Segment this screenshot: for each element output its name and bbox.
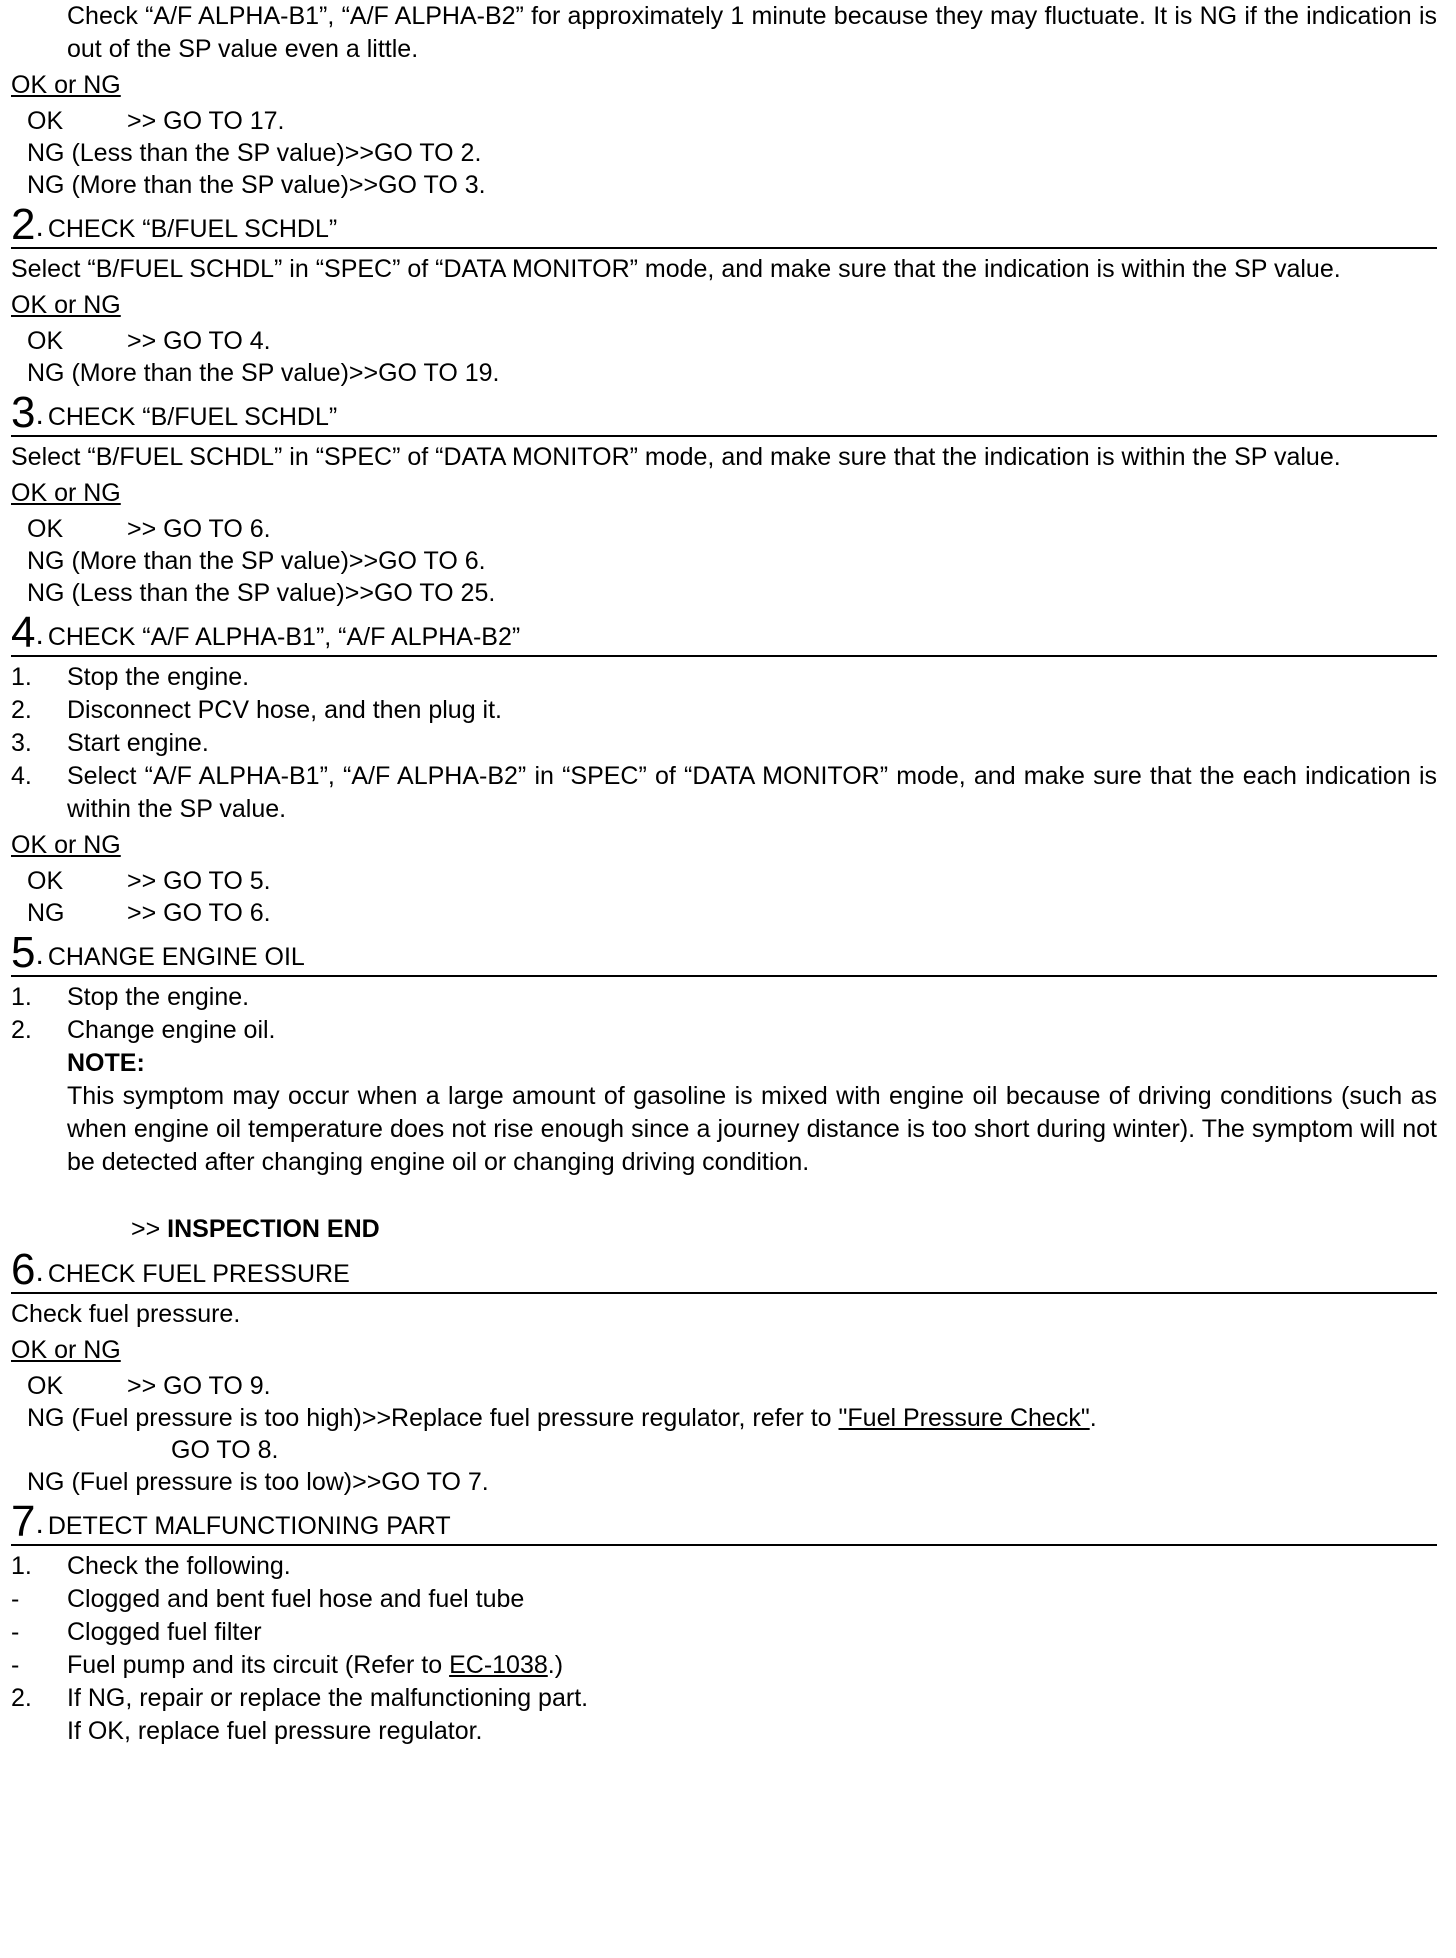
result-row [11,357,1437,389]
step-heading [11,608,1437,657]
list-marker: 1. [11,663,32,691]
result-text: NG (More than the SP value)>>GO TO 6. [27,547,486,575]
list-item [11,1682,1437,1715]
intro-instruction: Check “A/F ALPHA-B1”, “A/F ALPHA-B2” for approximately 1 minute because they may fluctuate. It is NG if the indication is out of the SP value even a little. [67,2,1437,63]
result-text: >> GO TO 4. [127,327,271,355]
inspection-end-prefix: >> [131,1215,168,1243]
list-text-main: Clogged and bent fuel hose and fuel tube [67,1585,525,1613]
list-text-main: Start engine. [67,729,209,757]
step-number: 7 [11,1497,36,1546]
ok-or-ng-heading: OK or NG [11,831,121,859]
step-dot: . [35,618,44,651]
list-item [11,694,1437,727]
result-key: NG [27,899,65,927]
step-number: 4 [11,608,36,657]
result-key: OK [27,515,64,543]
ok-or-ng-heading: OK or NG [11,479,121,507]
result-text: >> GO TO 6. [127,899,271,927]
step-instruction: Select “B/FUEL SCHDL” in “SPEC” of “DATA MONITOR” mode, and make sure that the indication is within the SP value. [11,443,1341,471]
inspection-end-label: INSPECTION END [167,1215,380,1243]
list-item [11,661,1437,694]
step-number: 3 [11,388,36,437]
step-dot: . [35,938,44,971]
list-item [11,727,1437,760]
result-row [11,577,1437,609]
step-2 [11,200,1437,389]
list-text [67,1550,1437,1583]
note-heading: NOTE: [67,1049,145,1077]
list-text-main: Change engine oil. [67,1016,276,1044]
result-row [11,137,1437,169]
list-text-main: Check the following. [67,1552,291,1580]
result-row [11,545,1437,577]
step-dot: . [35,398,44,431]
step-3 [11,388,1437,609]
step-instruction: Check fuel pressure. [11,1300,241,1328]
step-title: CHECK “A/F ALPHA-B1”, “A/F ALPHA-B2” [47,623,521,651]
step-heading [11,928,1437,977]
result-row [11,897,1437,929]
result-row [11,1466,1437,1498]
result-row [11,105,1437,137]
list-text [67,727,1437,760]
list-marker: 4. [11,762,32,790]
ok-or-ng-heading: OK or NG [11,71,121,99]
list-text-main: Disconnect PCV hose, and then plug it. [67,696,502,724]
result-key: OK [27,1372,64,1400]
list-marker [11,1715,67,1748]
step-dot: . [35,1255,44,1288]
list-marker: - [11,1651,20,1679]
list-marker: 2. [11,696,32,724]
step-title: DETECT MALFUNCTIONING PART [47,1512,451,1540]
result-row [11,325,1437,357]
step-heading [11,1245,1437,1294]
steps-container [11,200,1437,1748]
list-text [67,1616,1437,1649]
step-number: 2 [11,200,36,249]
list-item [11,1649,1437,1682]
step-5 [11,928,1437,1246]
reference-link[interactable]: EC-1038 [449,1651,548,1679]
step-7 [11,1497,1437,1748]
result-text: NG (Fuel pressure is too high)>>Replace fuel pressure regulator, refer to [27,1404,839,1432]
list-text-main: Clogged fuel filter [67,1618,262,1646]
list-marker: 2. [11,1016,32,1044]
list-text [67,981,1437,1014]
step-number: 6 [11,1245,36,1294]
result-text: >> GO TO 5. [127,867,271,895]
list-marker: 3. [11,729,32,757]
list-item [11,1014,1437,1047]
result-text: NG (Less than the SP value)>>GO TO 2. [27,139,482,167]
step-instruction: Select “B/FUEL SCHDL” in “SPEC” of “DATA MONITOR” mode, and make sure that the indication is within the SP value. [11,255,1341,283]
step-title: CHECK “B/FUEL SCHDL” [47,403,338,431]
step-heading [11,388,1437,437]
result-row [11,513,1437,545]
result-text: NG (More than the SP value)>>GO TO 19. [27,359,500,387]
list-marker: - [11,1585,20,1613]
list-item [11,981,1437,1014]
result-key: OK [27,107,64,135]
list-text-main: Stop the engine. [67,983,250,1011]
step-title: CHECK “B/FUEL SCHDL” [47,215,338,243]
result-text: >> GO TO 17. [127,107,285,135]
list-item [11,760,1437,826]
list-item [11,1616,1437,1649]
step-heading [11,1497,1437,1546]
step-dot: . [35,210,44,243]
step-dot: . [35,1507,44,1540]
inspection-end [11,1213,1437,1246]
note-body: This symptom may occur when a large amount of gasoline is mixed with engine oil because of driving conditions (such as when engine oil temperature does not rise enough since a journey distance is too short during winter). The symptom will not be detected after changing engine oil or changing driving condition. [67,1082,1437,1176]
result-text: >> GO TO 6. [127,515,271,543]
reference-link[interactable]: "Fuel Pressure Check" [838,1404,1090,1432]
list-text-after: .) [547,1651,564,1679]
step-number: 5 [11,928,36,977]
list-text [67,694,1437,727]
result-row [11,169,1437,201]
result-text-after: . [1089,1404,1097,1432]
list-marker: 1. [11,1552,32,1580]
list-text-main: Select “A/F ALPHA-B1”, “A/F ALPHA-B2” in “SPEC” of “DATA MONITOR” mode, and make sure that the each indication is within the SP value. [67,762,1437,823]
list-text [67,1014,1437,1047]
result-row [11,1402,1437,1434]
list-text [67,1649,1437,1682]
list-marker: - [11,1618,20,1646]
list-item [11,1715,1437,1748]
list-text [67,760,1437,826]
list-text-main: Fuel pump and its circuit (Refer to [67,1651,450,1679]
result-text: NG (More than the SP value)>>GO TO 3. [27,171,486,199]
step-4 [11,608,1437,929]
step-title: CHANGE ENGINE OIL [47,943,305,971]
result-text: NG (Less than the SP value)>>GO TO 25. [27,579,496,607]
result-row [11,1370,1437,1402]
list-marker: 2. [11,1684,32,1712]
ok-or-ng-heading: OK or NG [11,1336,121,1364]
list-item [11,1550,1437,1583]
step-6 [11,1245,1437,1498]
list-text-main: If NG, repair or replace the malfunctioning part. [67,1684,589,1712]
result-row [11,865,1437,897]
list-text-main: Stop the engine. [67,663,250,691]
intro-results [11,105,1437,201]
result-text: NG (Fuel pressure is too low)>>GO TO 7. [27,1468,489,1496]
list-text [67,1715,1437,1748]
result-key: OK [27,867,64,895]
step-heading [11,200,1437,249]
list-text-main: If OK, replace fuel pressure regulator. [67,1717,483,1745]
list-text [67,1583,1437,1616]
step-title: CHECK FUEL PRESSURE [47,1260,350,1288]
result-key: OK [27,327,64,355]
list-marker: 1. [11,983,32,1011]
result-text: >> GO TO 9. [127,1372,271,1400]
result-continuation: GO TO 8. [171,1436,279,1464]
list-text [67,661,1437,694]
ok-or-ng-heading: OK or NG [11,291,121,319]
list-item [11,1583,1437,1616]
list-text [67,1682,1437,1715]
